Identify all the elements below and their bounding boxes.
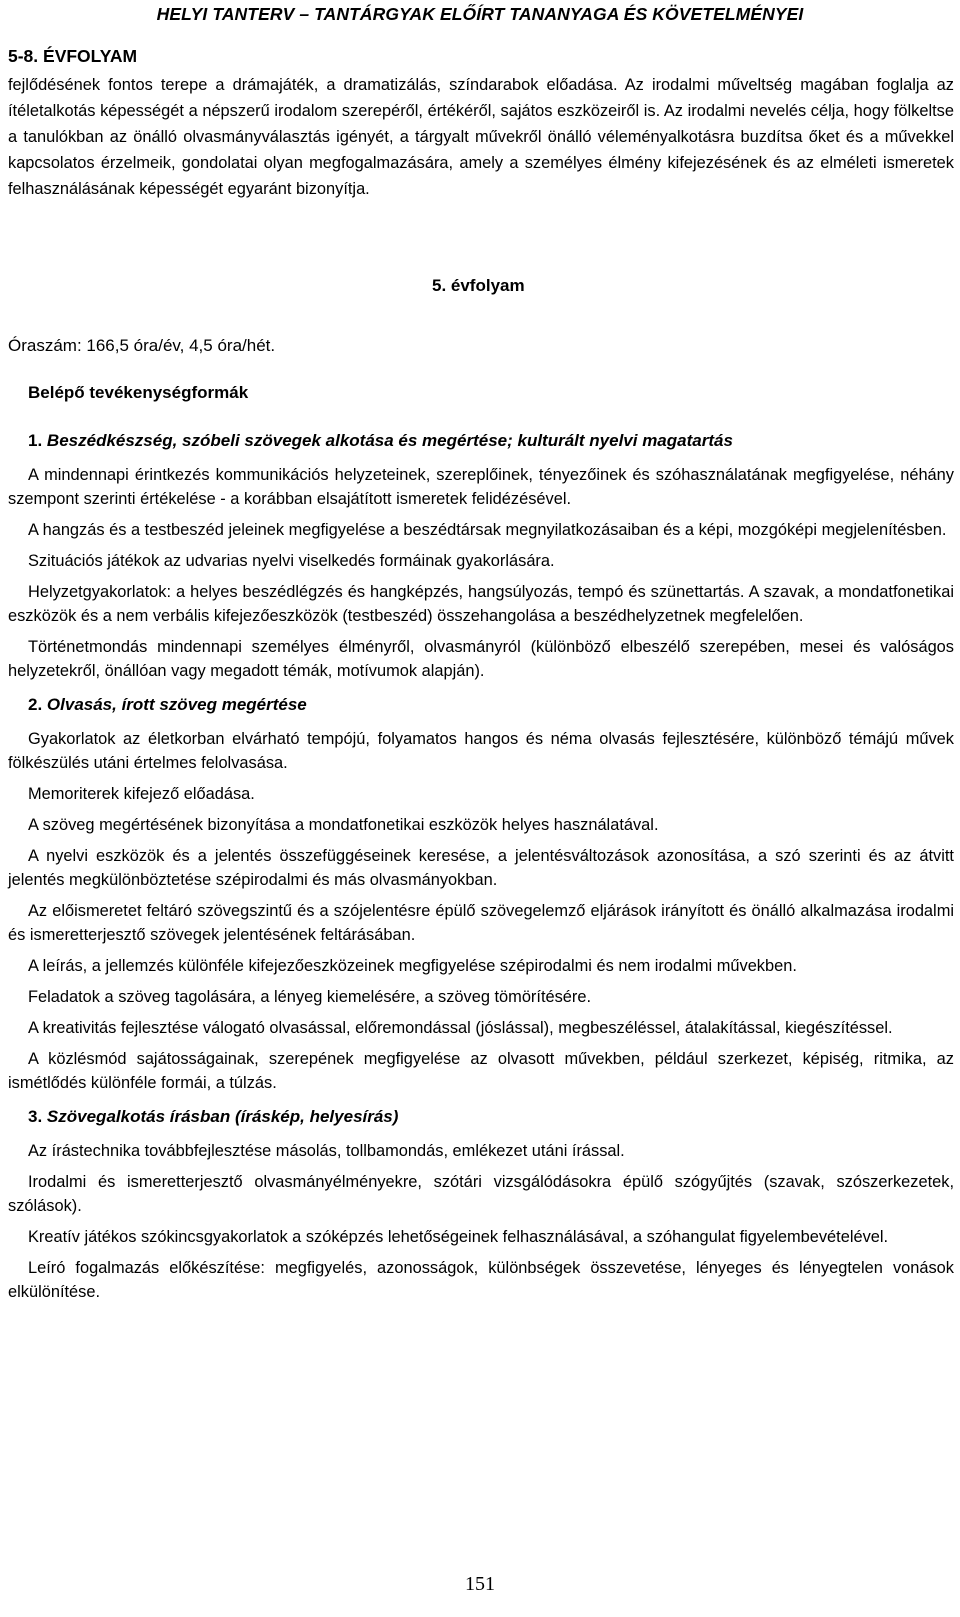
page-number: 151: [465, 1573, 495, 1595]
section-1: [8, 429, 954, 683]
section-number: 3.: [28, 1107, 43, 1126]
section-paragraph: A hangzás és a testbeszéd jeleinek megfigyelése a beszédtársak megnyilatkozásaiban és a képi, mozgóképi megjelenítésben.: [28, 521, 947, 539]
section-paragraph: Irodalmi és ismeretterjesztő olvasmányélményekre, szótári vizsgálódásokra épülő szógyűjtés (szavak, szószerkezetek, szólások).: [8, 1173, 954, 1215]
section-3: [8, 1105, 954, 1304]
section-title: [28, 429, 954, 453]
section-2: [8, 693, 954, 1095]
grade-range-heading: 5-8. ÉVFOLYAM: [8, 46, 138, 66]
entry-activities-heading: Belépő tevékenységformák: [28, 383, 249, 402]
section-paragraph: Az előismeretet feltáró szövegszintű és a szójelentésre épülő szövegelemző eljárások irányított és önálló alkalmazása irodalmi és ismeretterjesztő szövegek jelentésének feltárásában.: [8, 902, 954, 944]
section-title-text: Olvasás, írott szöveg megértése: [46, 695, 307, 714]
section-paragraph: Memoriterek kifejező előadása.: [28, 785, 255, 803]
section-paragraph: Feladatok a szöveg tagolására, a lényeg kiemelésére, a szöveg tömörítésére.: [28, 988, 592, 1006]
section-title: [28, 693, 954, 717]
section-number: 2.: [28, 695, 43, 714]
section-title: [28, 1105, 954, 1129]
section-paragraph: Történetmondás mindennapi személyes élményről, olvasmányról (különböző elbeszélő szerepében, mesei és valóságos helyzetekről, önállóan vagy megadott témák, motívumok alapján).: [8, 638, 954, 680]
section-title-text: Szövegalkotás írásban (íráskép, helyesírás): [46, 1107, 399, 1126]
section-paragraph: A mindennapi érintkezés kommunikációs helyzeteinek, szereplőinek, tényezőinek és szóhasználatának megfigyelése, néhány szempont szerinti értékelése - a korábban elsajátított ismeretek felidézésével.: [8, 466, 954, 508]
section-paragraph: Helyzetgyakorlatok: a helyes beszédlégzés és hangképzés, hangsúlyozás, tempó és szünettartás. A szavak, a mondatfonetikai eszközök és a nem verbális kifejezőeszközök (testbeszéd) összehangolása a beszédhelyzetnek megfelelően.: [8, 583, 954, 625]
section-paragraph: Gyakorlatok az életkorban elvárható tempójú, folyamatos hangos és néma olvasás fejlesztésére, különböző témájú művek fölkészülés utáni értelmes felolvasása.: [8, 730, 954, 772]
sections-container: [8, 429, 954, 1311]
section-paragraph: Leíró fogalmazás előkészítése: megfigyelés, azonosságok, különbségek összevetése, lényeges és lényegtelen vonások elkülönítése.: [8, 1259, 954, 1301]
section-paragraph: Kreatív játékos szókincsgyakorlatok a szóképzés lehetőségeinek felhasználásával, a szóhangulat figyelembevételével.: [28, 1228, 889, 1246]
year-heading: 5. évfolyam: [432, 276, 525, 295]
section-paragraph: A közlésmód sajátosságainak, szerepének megfigyelése az olvasott művekben, például szerkezet, képiség, ritmika, az ismétlődés különféle formái, a túlzás.: [8, 1050, 954, 1092]
hours-line: Óraszám: 166,5 óra/év, 4,5 óra/hét.: [8, 336, 276, 355]
section-paragraph: A szöveg megértésének bizonyítása a mondatfonetikai eszközök helyes használatával.: [28, 816, 659, 834]
intro-paragraph: fejlődésének fontos terepe a drámajáték, a dramatizálás, színdarabok előadása. Az irodalmi műveltség magában foglalja az ítéletalkotás képességét a népszerű irodalom szerepéről, értékéről, sajátos eszközeiről is. Az irodalmi nevelés célja, hogy fölkeltse a tanulókban az önálló olvasmányválasztás igényét, a tárgyalt művekről önálló véleményalkotásra buzdítsa őket és a művekkel kapcsolatos érzelmeik, gondolatai olyan megfogalmazására, amely a személyes élmény kifejezésének és az elméleti ismeretek felhasználásának képességét egyaránt bizonyítja.: [8, 76, 954, 198]
section-title-text: Beszédkészség, szóbeli szövegek alkotása és megértése; kulturált nyelvi magatartás: [46, 431, 733, 450]
section-paragraph: A kreativitás fejlesztése válogató olvasással, előremondással (jóslással), megbeszéléssel, átalakítással, kiegészítéssel.: [28, 1019, 893, 1037]
running-header: HELYI TANTERV – TANTÁRGYAK ELŐÍRT TANANYAGA ÉS KÖVETELMÉNYEI: [156, 4, 804, 24]
section-paragraph: Az írástechnika továbbfejlesztése másolás, tollbamondás, emlékezet utáni írással.: [28, 1142, 625, 1160]
section-paragraph: A nyelvi eszközök és a jelentés összefüggéseinek keresése, a jelentésváltozások azonosítása, a szó szerinti és az átvitt jelentés megkülönböztetése szépirodalmi és más olvasmányokban.: [8, 847, 954, 889]
section-paragraph: A leírás, a jellemzés különféle kifejezőeszközeinek megfigyelése szépirodalmi és nem irodalmi művekben.: [28, 957, 797, 975]
section-paragraph: Szituációs játékok az udvarias nyelvi viselkedés formáinak gyakorlására.: [28, 552, 555, 570]
section-number: 1.: [28, 431, 43, 450]
